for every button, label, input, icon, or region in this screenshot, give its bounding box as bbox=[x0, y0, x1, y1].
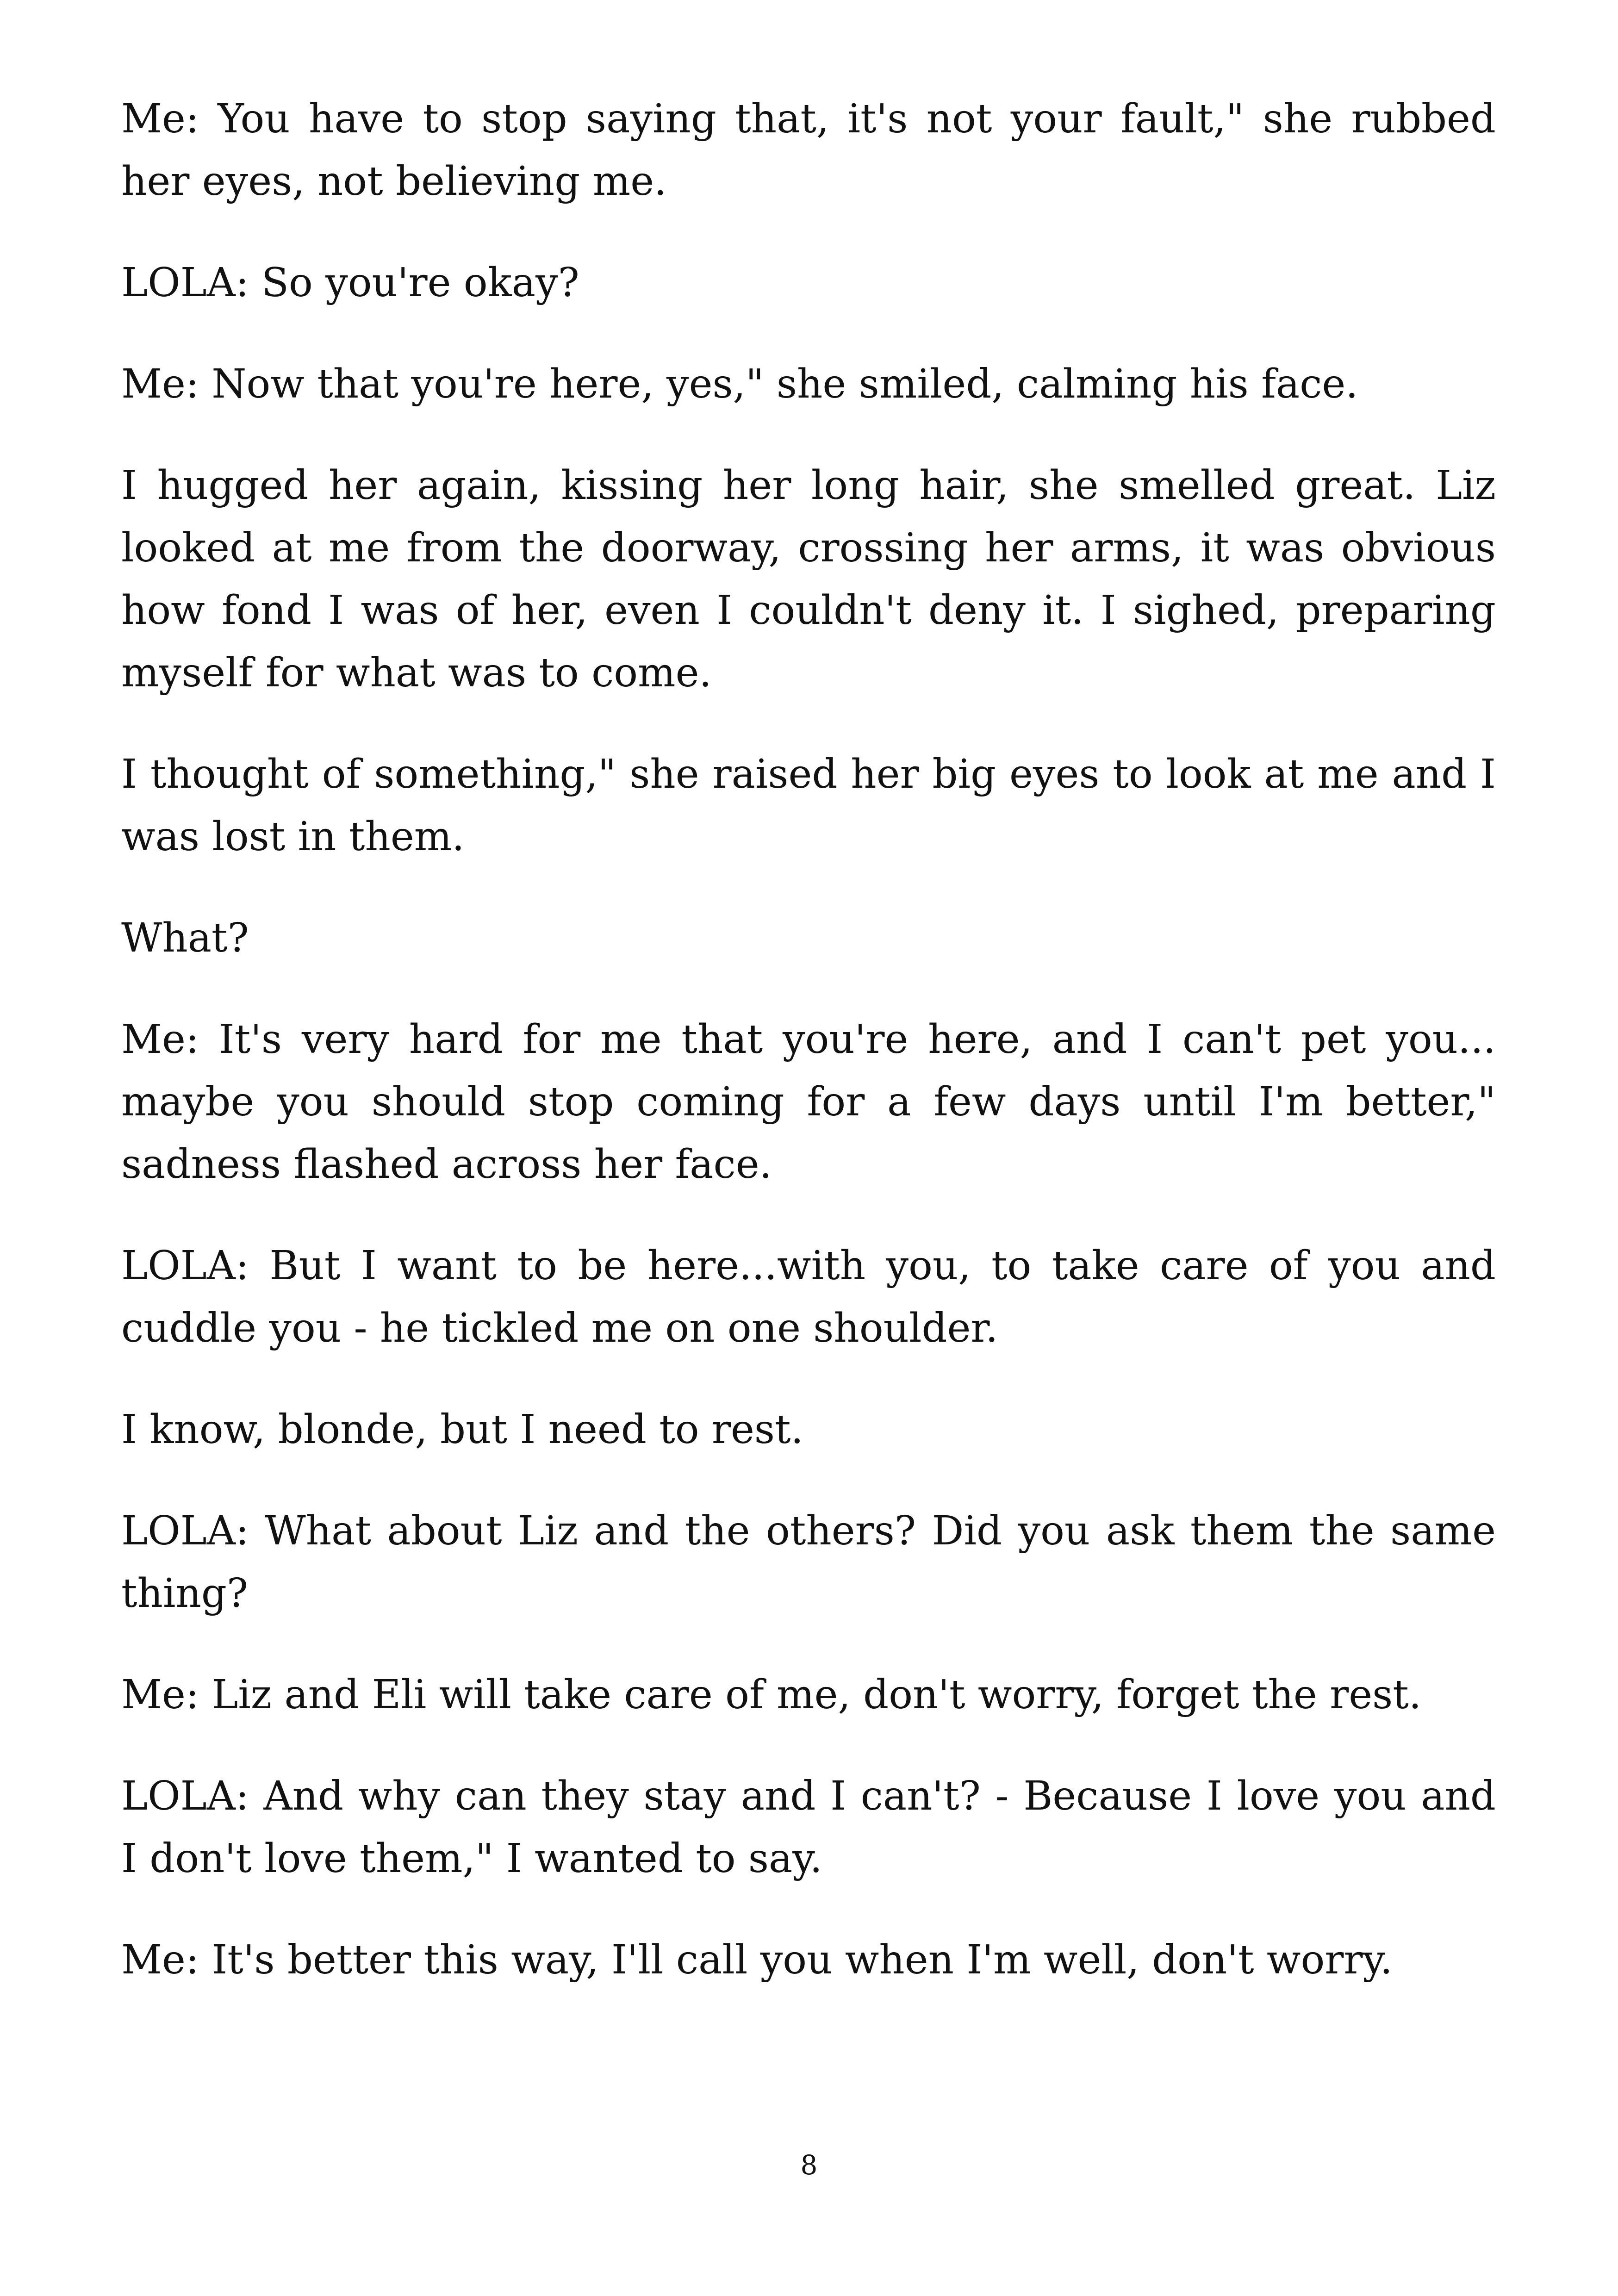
paragraph: LOLA: So you're okay? bbox=[121, 260, 579, 306]
page-number: 8 bbox=[800, 2149, 818, 2181]
paragraph: LOLA: And why can they stay and I can't? - Because I love you and I don't love them," I wanted to say. bbox=[121, 1773, 1496, 1882]
page-body bbox=[121, 88, 1496, 2030]
paragraph: Me: It's better this way, I'll call you when I'm well, don't worry. bbox=[121, 1937, 1393, 1983]
paragraph: I hugged her again, kissing her long hair, she smelled great. Liz looked at me from the doorway, crossing her arms, it was obvious how fond I was of her, even I couldn't deny it. I sighed, preparing myself for what was to come. bbox=[121, 462, 1496, 696]
paragraph: Me: Now that you're here, yes," she smiled, calming his face. bbox=[121, 361, 1358, 407]
paragraph: LOLA: But I want to be here...with you, to take care of you and cuddle you - he tickled me on one shoulder. bbox=[121, 1243, 1496, 1351]
paragraph: I know, blonde, but I need to rest. bbox=[121, 1406, 803, 1453]
paragraph: I thought of something," she raised her big eyes to look at me and I was lost in them. bbox=[121, 751, 1496, 860]
paragraph: LOLA: What about Liz and the others? Did you ask them the same thing? bbox=[121, 1508, 1496, 1617]
paragraph: What? bbox=[121, 915, 249, 961]
paragraph: Me: Liz and Eli will take care of me, don't worry, forget the rest. bbox=[121, 1672, 1422, 1718]
paragraph: Me: You have to stop saying that, it's not your fault," she rubbed her eyes, not believing me. bbox=[121, 96, 1496, 205]
paragraph: Me: It's very hard for me that you're here, and I can't pet you... maybe you should stop coming for a few days until I'm better," sadness flashed across her face. bbox=[121, 1016, 1496, 1188]
